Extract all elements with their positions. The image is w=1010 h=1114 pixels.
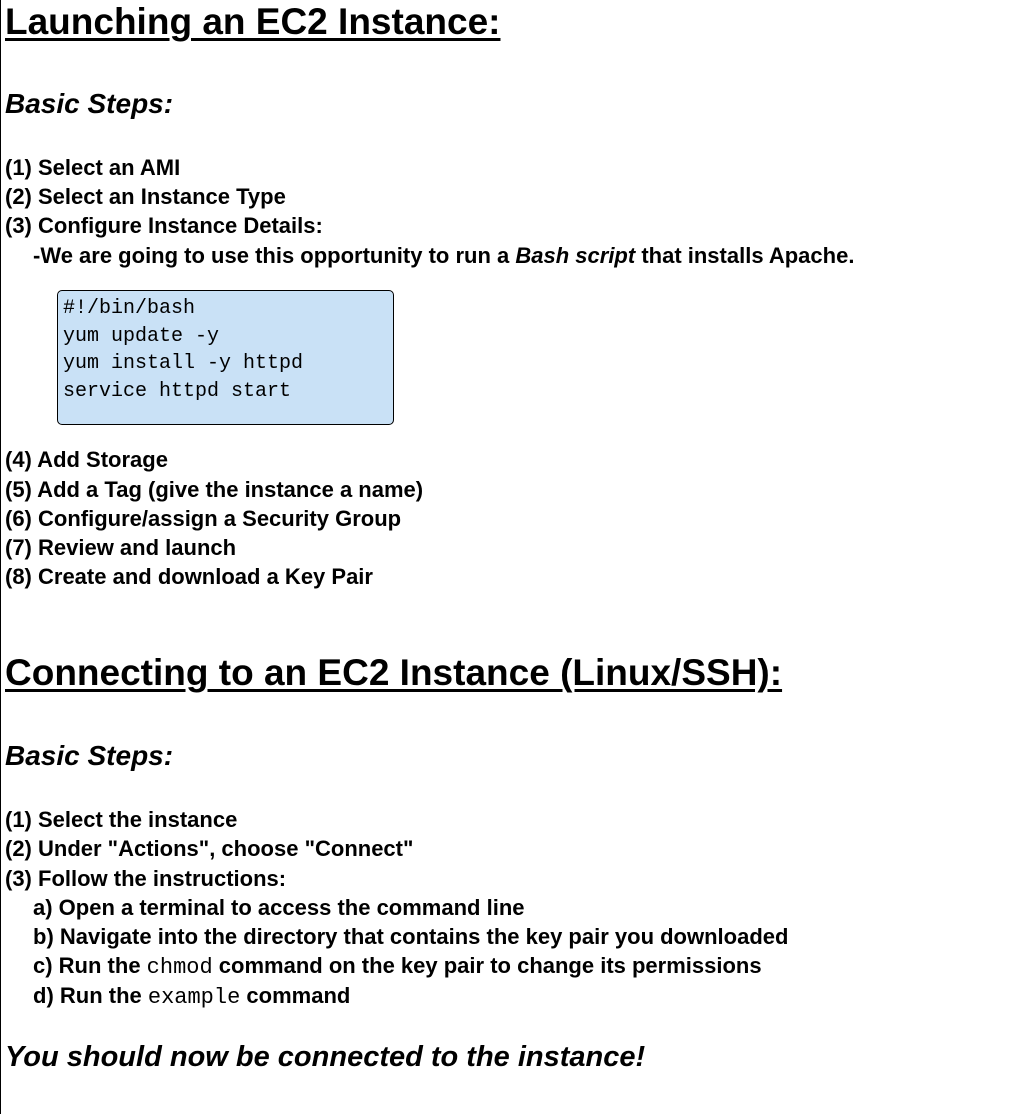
code-line: yum install -y httpd — [63, 352, 304, 375]
launch-step-3-note — [33, 243, 854, 269]
connect-substep-b: b) Navigate into the directory that contains the key pair you downloaded — [33, 924, 789, 949]
code-line: yum update -y — [63, 324, 220, 348]
launch-step-1: (1) Select an AMI — [5, 155, 181, 180]
example-code: example — [147, 985, 241, 1010]
connect-step-3: (3) Follow the instructions: — [5, 866, 287, 891]
note-prefix: -We are going to use this opportunity to run a — [33, 243, 516, 268]
launch-step-8: (8) Create and download a Key Pair — [5, 564, 373, 589]
substep-d-prefix: d) Run the — [33, 983, 148, 1008]
note-emphasis: Bash script — [515, 243, 636, 268]
connect-step-1: (1) Select the instance — [5, 807, 238, 832]
launch-step-4: (4) Add Storage — [5, 447, 168, 472]
code-line: #!/bin/bash — [63, 297, 196, 320]
chmod-code: chmod — [146, 955, 213, 980]
connect-substep-d — [33, 983, 350, 1011]
connect-substep-c — [33, 953, 762, 981]
code-line: service httpd start — [63, 379, 292, 403]
launch-step-3: (3) Configure Instance Details: — [5, 213, 323, 238]
substep-c-suffix: command on the key pair to change its permissions — [212, 953, 762, 978]
section-launch-subtitle: Basic Steps: — [5, 88, 174, 119]
launch-step-6: (6) Configure/assign a Security Group — [5, 506, 402, 531]
substep-c-prefix: c) Run the — [33, 953, 147, 978]
section-connect-subtitle: Basic Steps: — [5, 740, 174, 771]
connect-substep-a: a) Open a terminal to access the command line — [33, 895, 525, 920]
section-connect-title: Connecting to an EC2 Instance (Linux/SSH): — [5, 652, 783, 693]
connect-step-2: (2) Under "Actions", choose "Connect" — [5, 836, 414, 861]
launch-step-7: (7) Review and launch — [5, 535, 237, 560]
section-launch-title: Launching an EC2 Instance: — [5, 1, 501, 42]
launch-step-5: (5) Add a Tag (give the instance a name) — [5, 477, 424, 502]
substep-d-suffix: command — [240, 983, 351, 1008]
launch-step-2: (2) Select an Instance Type — [5, 184, 286, 209]
closing-message: You should now be connected to the instance! — [5, 1041, 646, 1073]
note-suffix: that installs Apache. — [635, 243, 855, 268]
bash-script-code-block — [57, 290, 394, 425]
